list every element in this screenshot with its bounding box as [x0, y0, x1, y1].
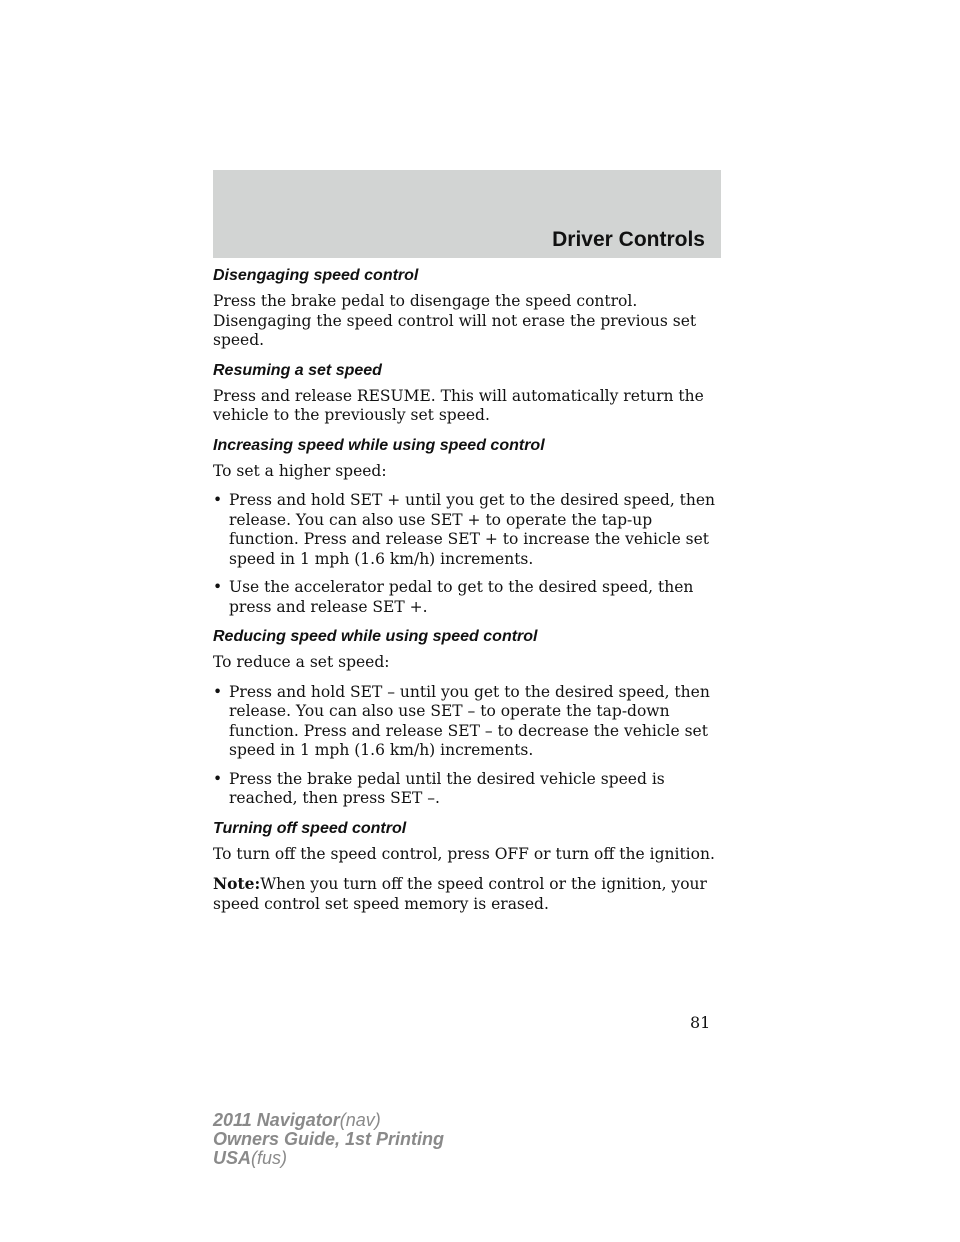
bullet-icon: •	[213, 491, 223, 509]
list-item	[213, 578, 723, 617]
page-number: 81	[690, 1013, 711, 1032]
heading-resuming: Resuming a set speed	[213, 361, 382, 379]
section-title: Driver Controls	[552, 228, 705, 251]
paragraph-disengaging: Press the brake pedal to disengage the speed control. Disengaging the speed control will not erase the previous set speed.	[213, 292, 697, 349]
paragraph-reducing-intro: To reduce a set speed:	[213, 653, 390, 671]
page-content	[213, 266, 723, 924]
list-item-text: Press and hold SET – until you get to the desired speed, then release. You can also use SET – to operate the tap-down function. Press and release SET – to decrease the vehicle set speed in 1 mph (1.6 km/h) increments.	[229, 682, 710, 759]
footer-model-code: (nav)	[339, 1110, 381, 1130]
footer-line-guide: Owners Guide, 1st Printing	[213, 1129, 445, 1149]
heading-disengaging: Disengaging speed control	[213, 267, 419, 284]
footer-line-region	[213, 1149, 444, 1168]
footer-region: USA	[213, 1148, 252, 1168]
heading-reducing: Reducing speed while using speed control	[213, 628, 538, 645]
heading-turning-off: Turning off speed control	[213, 819, 407, 837]
bullet-icon: •	[213, 769, 223, 788]
paragraph-turning-off: To turn off the speed control, press OFF or turn off the ignition.	[213, 844, 715, 863]
list-item-text: Use the accelerator pedal to get to the desired speed, then press and release SET +.	[229, 578, 694, 616]
footer-line-model	[213, 1111, 444, 1130]
list-item-text: Press the brake pedal until the desired vehicle speed is reached, then press SET –.	[229, 769, 665, 807]
section-header-band	[213, 170, 721, 258]
bullet-icon: •	[213, 578, 223, 596]
list-item	[213, 683, 723, 761]
note-label: Note:	[213, 874, 261, 893]
list-item-text: Press and hold SET + until you get to the desired speed, then release. You can also use SET + to operate the tap-up function. Press and release SET + to increase the vehicle set speed in 1 mph (1.6 km/h) increments.	[229, 491, 716, 568]
footer-region-code: (fus)	[251, 1148, 288, 1168]
paragraph-resuming: Press and release RESUME. This will automatically return the vehicle to the previously set speed.	[213, 386, 704, 424]
bullet-icon: •	[213, 682, 223, 701]
list-item	[213, 491, 723, 569]
paragraph-increasing-intro: To set a higher speed:	[213, 461, 387, 480]
list-item	[213, 770, 723, 809]
list-increasing	[213, 491, 723, 617]
heading-increasing: Increasing speed while using speed control	[213, 436, 545, 454]
list-reducing	[213, 683, 723, 809]
note-paragraph	[213, 874, 723, 914]
footer-model: 2011 Navigator	[213, 1110, 340, 1130]
note-text: When you turn off the speed control or the ignition, your speed control set speed memory is erased.	[213, 875, 707, 913]
footer-printing-info	[213, 1111, 444, 1168]
